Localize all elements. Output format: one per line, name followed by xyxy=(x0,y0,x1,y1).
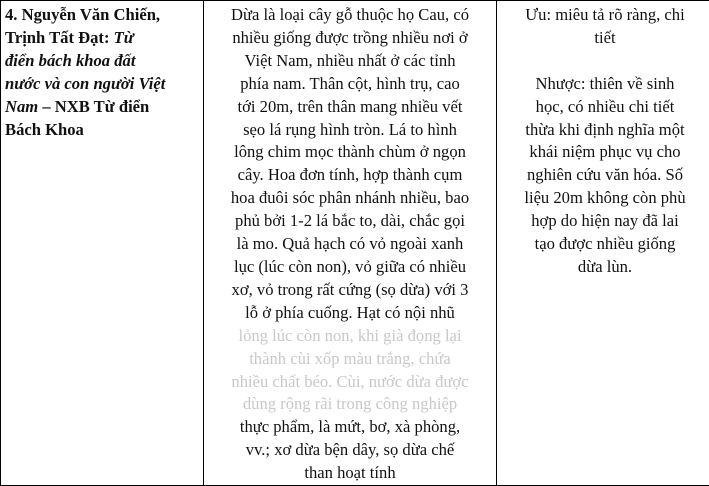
source-title-line: nước và con người Việt xyxy=(5,73,199,96)
cons-line: nghiên cứu văn hóa. Số xyxy=(501,164,709,187)
source-publisher: – NXB Từ điển xyxy=(38,97,149,116)
definition-line: dùng rộng rãi trong công nghiệp xyxy=(208,393,492,416)
source-authors-2: Trịnh Tất Đạt: xyxy=(5,28,114,47)
cons-line: khái niệm phục vụ cho xyxy=(501,141,709,164)
source-title-end: Nam xyxy=(5,97,38,116)
definition-line: sẹo lá rụng hình tròn. Lá to hình xyxy=(208,119,492,142)
source-line xyxy=(5,4,199,27)
definition-line: xơ, vỏ trong rất cứng (sọ dừa) với 3 xyxy=(208,279,492,302)
definition-line: vv.; xơ dừa bện dây, sọ dừa chế xyxy=(208,439,492,462)
definition-line: phủ bởi 1-2 lá bắc to, dài, chắc gọi xyxy=(208,210,492,233)
definition-line: nhiều chất béo. Cùi, nước dừa được xyxy=(208,371,492,394)
pros-line: tiết xyxy=(501,27,709,50)
definition-line: là mo. Quả hạch có vỏ ngoài xanh xyxy=(208,233,492,256)
cons-line: tạo được nhiều giống xyxy=(501,233,709,256)
definition-line: thực phẩm, là mứt, bơ, xà phòng, xyxy=(208,416,492,439)
source-cell xyxy=(1,1,204,486)
evaluation-cell xyxy=(497,1,709,486)
paragraph-gap xyxy=(501,50,709,73)
cons-line: liệu 20m không còn phù xyxy=(501,187,709,210)
cons-line: học, có nhiều chi tiết xyxy=(501,96,709,119)
definition-cell xyxy=(204,1,497,486)
source-line xyxy=(5,96,199,119)
table-row xyxy=(1,1,709,486)
definition-line: Dừa là loại cây gỗ thuộc họ Cau, có xyxy=(208,4,492,27)
definition-line: thành cùi xốp màu trắng, chứa xyxy=(208,348,492,371)
cons-line: Nhược: thiên về sinh xyxy=(501,73,709,96)
definition-line: lông chim mọc thành chùm ở ngọn xyxy=(208,141,492,164)
definition-line: nhiều giống được trồng nhiều nơi ở xyxy=(208,27,492,50)
definition-line: cây. Hoa đơn tính, hợp thành cụm xyxy=(208,164,492,187)
definition-line: lục (lúc còn non), vỏ giữa có nhiều xyxy=(208,256,492,279)
source-authors-1: Nguyễn Văn Chiến, xyxy=(22,5,160,24)
source-line xyxy=(5,27,199,50)
definition-line: lỗ ở phía cuống. Hạt có nội nhũ xyxy=(208,302,492,325)
source-title-start: Từ xyxy=(114,28,134,47)
source-publisher-line: Bách Khoa xyxy=(5,119,199,142)
cons-line: dừa lùn. xyxy=(501,256,709,279)
definition-line: than hoạt tính xyxy=(208,462,492,485)
pros-line: Ưu: miêu tả rõ ràng, chi xyxy=(501,4,709,27)
definition-line: lỏng lúc còn non, khi già đọng lại xyxy=(208,325,492,348)
definition-line: phía nam. Thân cột, hình trụ, cao xyxy=(208,73,492,96)
cons-line: thừa khi định nghĩa một xyxy=(501,119,709,142)
definition-line: hoa đuôi sóc phân nhánh nhiều, bao xyxy=(208,187,492,210)
entry-number: 4. xyxy=(5,5,17,24)
cons-line: hợp do hiện nay đã lai xyxy=(501,210,709,233)
source-title-line: điển bách khoa đất xyxy=(5,50,199,73)
definition-line: tới 20m, trên thân mang nhiều vết xyxy=(208,96,492,119)
definition-line: Việt Nam, nhiều nhất ở các tỉnh xyxy=(208,50,492,73)
